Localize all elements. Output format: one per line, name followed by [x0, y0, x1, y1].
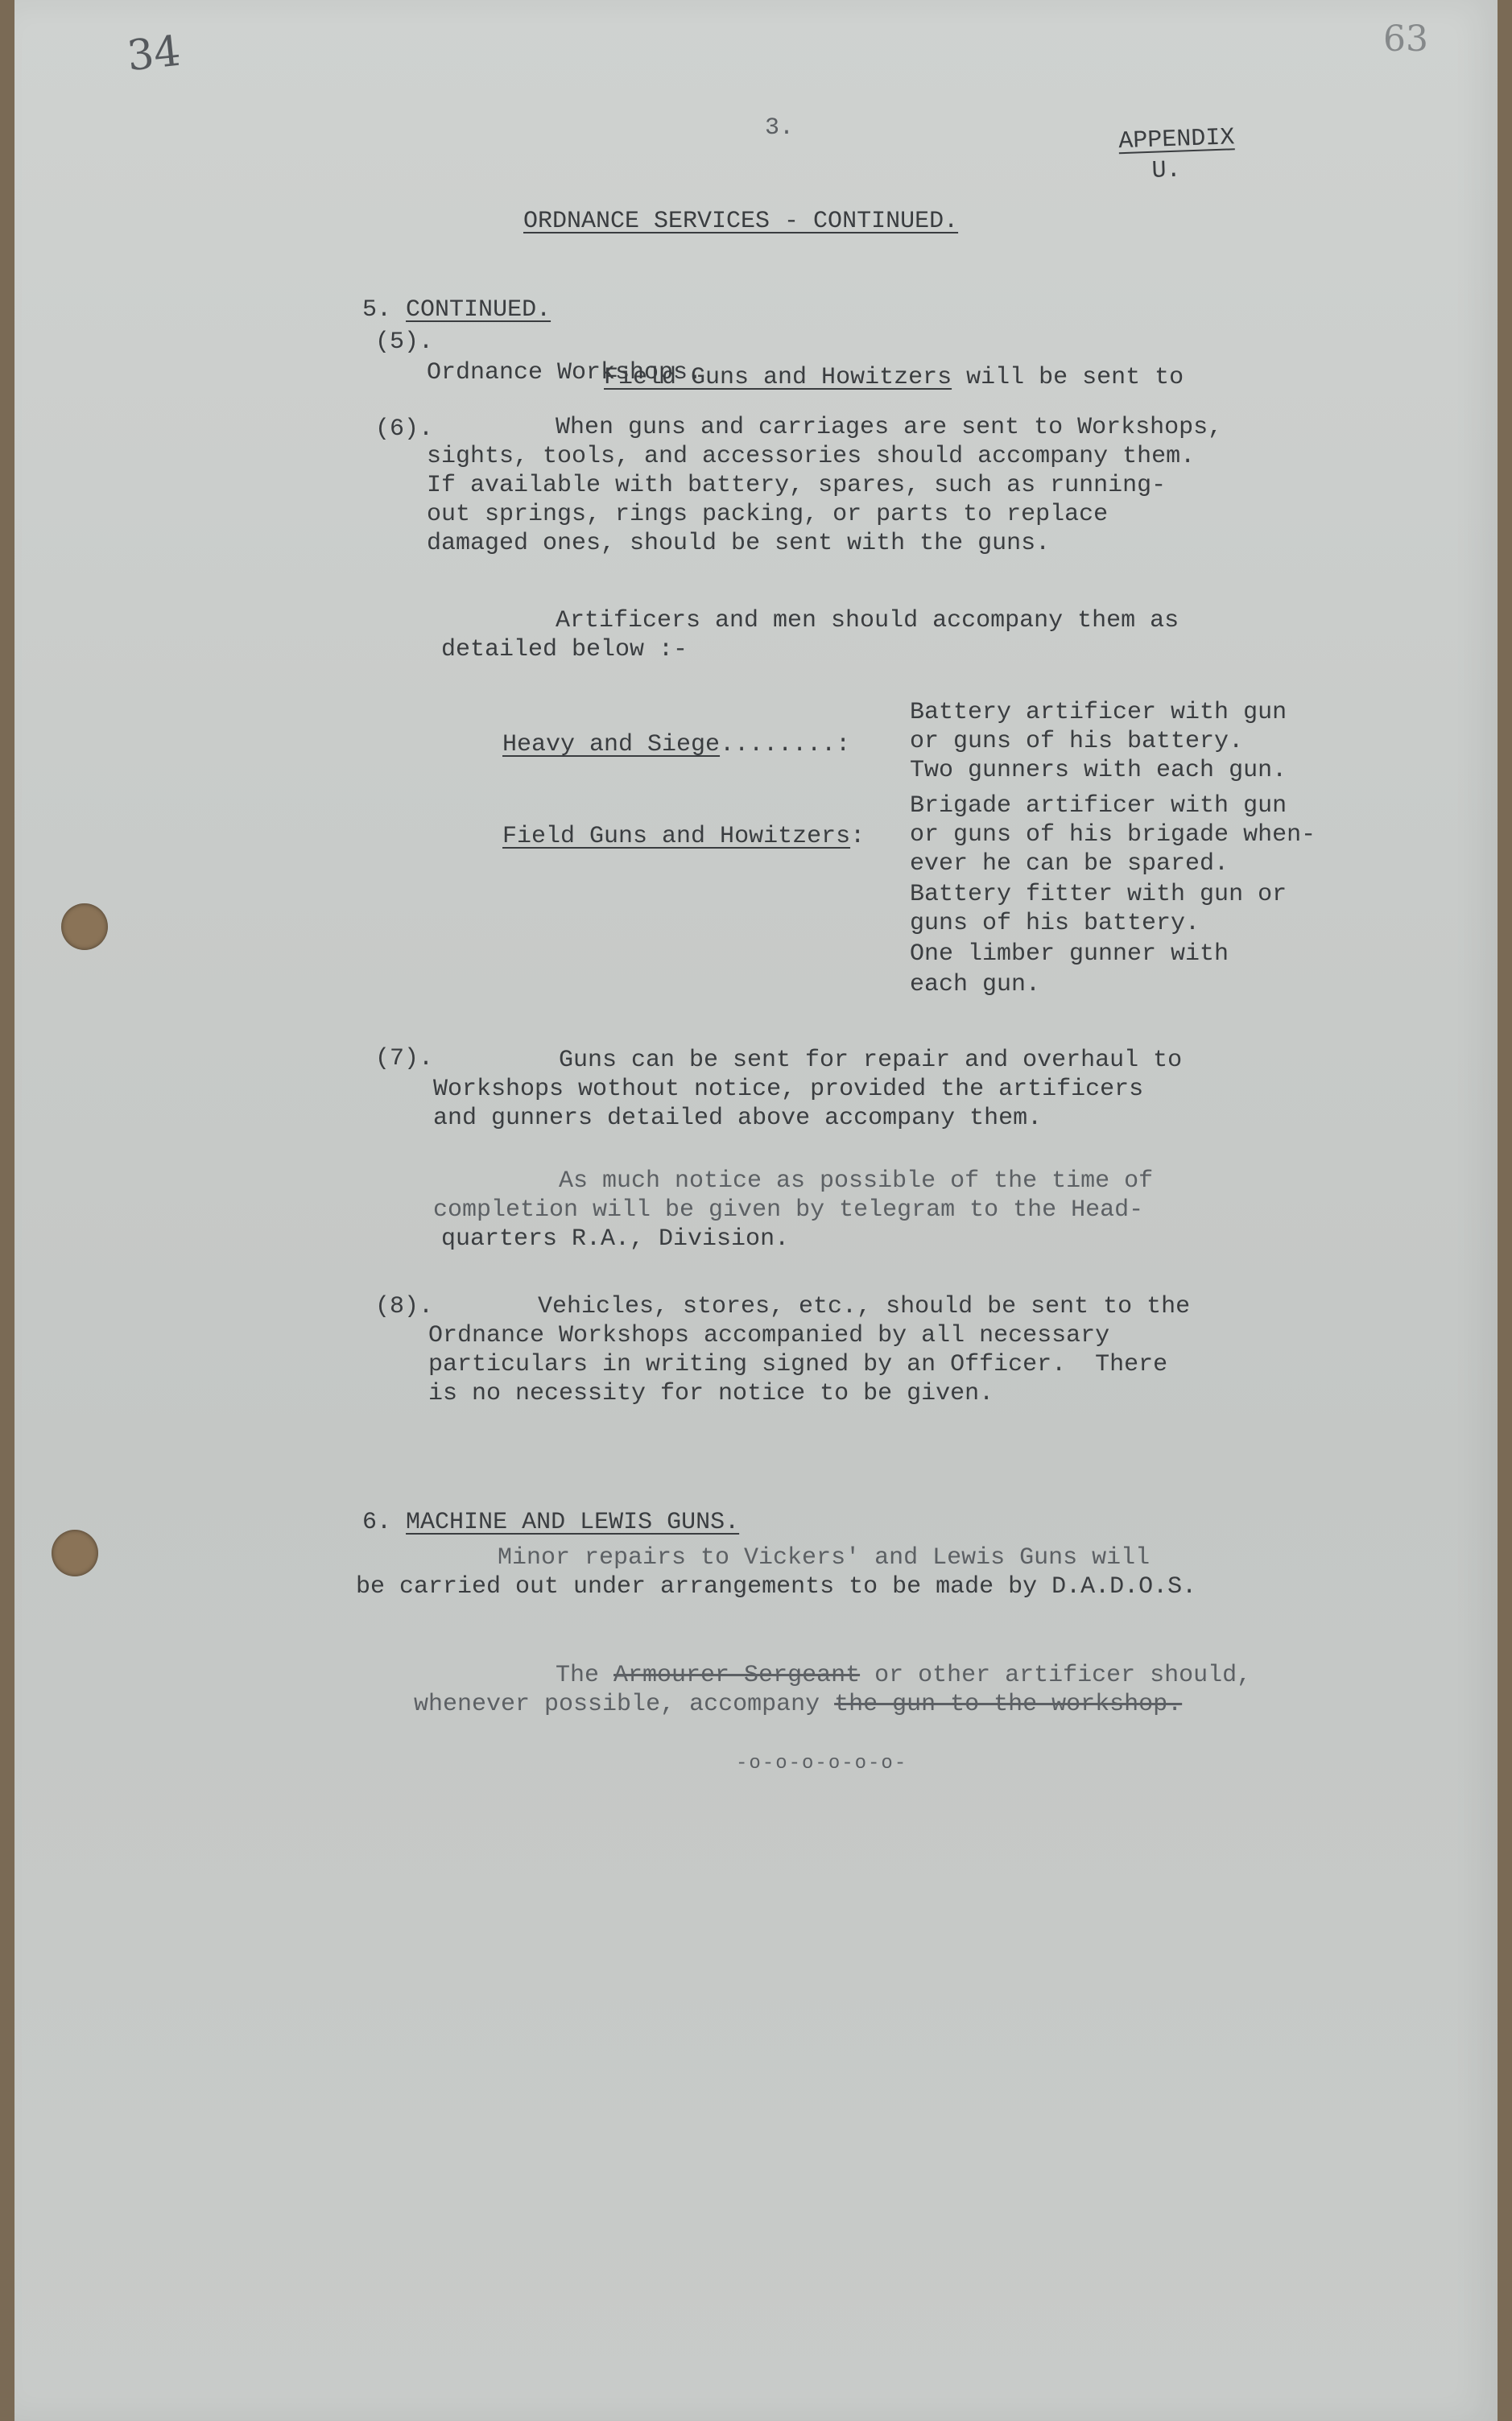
punch-hole-lower — [52, 1530, 98, 1576]
appendix-word: APPENDIX — [1117, 124, 1235, 156]
para-7-second-line2: completion will be given by telegram to the Head- — [433, 1196, 1144, 1224]
para-6-line1: When guns and carriages are sent to Workshops, — [556, 414, 1223, 441]
section-5-number: 5. — [362, 296, 392, 324]
para-6-second-line1: Artificers and men should accompany them as — [556, 607, 1179, 634]
heavy-line2: or guns of his battery. — [910, 728, 1244, 755]
field-line5: guns of his battery. — [910, 910, 1200, 937]
section-5-title: CONTINUED. — [406, 296, 552, 324]
para-7-second-line1: As much notice as possible of the time of — [559, 1167, 1154, 1195]
para2-line2-a: whenever possible, accompany — [414, 1691, 835, 1718]
para-5-rest: will be sent to — [952, 364, 1184, 391]
punch-hole-upper — [61, 903, 108, 950]
para-8-line2: Ordnance Workshops accompanied by all necessary — [428, 1322, 1110, 1349]
handwritten-folio-right: 63 — [1383, 19, 1428, 60]
para-6-line3: If available with battery, spares, such as running- — [427, 472, 1167, 499]
field-line7: each gun. — [910, 971, 1041, 998]
para-8-number: (8). — [375, 1293, 434, 1320]
field-line3: ever he can be spared. — [910, 850, 1229, 878]
section-6-number: 6. — [362, 1509, 392, 1536]
para-6-number: (6). — [375, 415, 434, 443]
field-line2: or guns of his brigade when- — [910, 821, 1316, 849]
armourer-sergeant-struck: Armourer Sergeant — [613, 1662, 861, 1689]
para-8-line4: is no necessity for notice to be given. — [428, 1380, 994, 1407]
heavy-siege-label: Heavy and Siege — [502, 731, 721, 758]
section-6-para2-line2 — [356, 1659, 1182, 1750]
field-line4: Battery fitter with gun or — [910, 881, 1287, 908]
field-guns-colon: : — [850, 823, 865, 850]
section-6-para1-line1: Minor repairs to Vickers' and Lewis Guns will — [498, 1544, 1151, 1572]
appendix-label — [1059, 92, 1237, 220]
para-7-line1: Guns can be sent for repair and overhaul to — [559, 1047, 1183, 1074]
para-8-line1: Vehicles, stores, etc., should be sent to the — [538, 1293, 1191, 1320]
field-guns-label: Field Guns and Howitzers — [502, 823, 851, 850]
para-7-line3: and gunners detailed above accompany them. — [433, 1105, 1043, 1132]
section-6-title: MACHINE AND LEWIS GUNS. — [406, 1509, 740, 1536]
para-6-second-line2: detailed below :- — [441, 636, 688, 663]
para-7-number: (7). — [375, 1045, 434, 1072]
para2-prefix: The — [556, 1662, 614, 1689]
para-7-line2: Workshops wothout notice, provided the artificers — [433, 1076, 1144, 1103]
para-6-line5: damaged ones, should be sent with the guns. — [427, 530, 1051, 557]
handwritten-folio-left: 34 — [125, 27, 184, 81]
closing-rule: -o-o-o-o-o-o- — [736, 1753, 908, 1774]
para-8-line3: particulars in writing signed by an Officer. There — [428, 1351, 1168, 1378]
table-row-field-label — [444, 791, 865, 882]
para-5-underlined: Field Guns and Howitzers — [604, 364, 952, 391]
field-line1: Brigade artificer with gun — [910, 792, 1287, 820]
para2-line2-b: the gun to the workshop. — [834, 1691, 1183, 1718]
para-6-line4: out springs, rings packing, or parts to replace — [427, 501, 1109, 528]
page-number: 3. — [765, 114, 795, 142]
heavy-line3: Two gunners with each gun. — [910, 757, 1287, 784]
page-title: ORDNANCE SERVICES - CONTINUED. — [523, 208, 959, 235]
para-5-line2: Ordnance Workshops. — [427, 359, 703, 386]
para-6-line2: sights, tools, and accessories should accompany them. — [427, 443, 1196, 470]
para-5-number: (5). — [375, 328, 434, 356]
document-page — [14, 0, 1498, 2421]
appendix-letter: U. — [1151, 156, 1182, 185]
heavy-siege-dots: ........: — [720, 731, 851, 758]
table-row-heavy-label — [444, 699, 850, 791]
para2-rest: or other artificer should, — [860, 1662, 1252, 1689]
para-7-second-line3: quarters R.A., Division. — [441, 1225, 790, 1253]
section-6-para1-line2: be carried out under arrangements to be made by D.A.D.O.S. — [356, 1573, 1197, 1601]
heavy-line1: Battery artificer with gun — [910, 699, 1287, 726]
field-line6: One limber gunner with — [910, 940, 1229, 968]
